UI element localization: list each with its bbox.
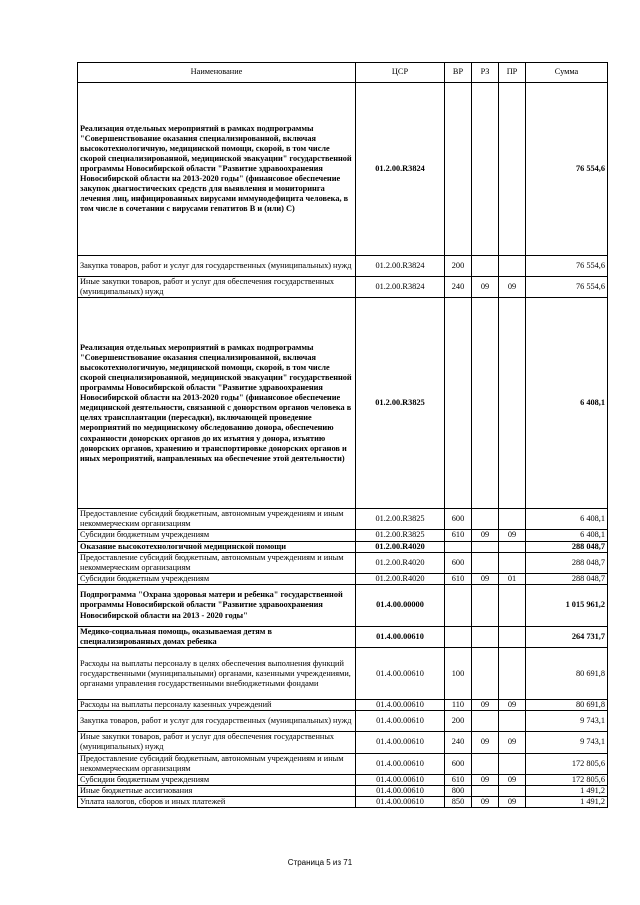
header-sum: Сумма <box>526 63 608 83</box>
row-rz-cell: 09 <box>472 573 499 584</box>
table-body <box>78 83 608 808</box>
row-name-cell: Субсидии бюджетным учреждениям <box>78 530 356 541</box>
row-csr-cell: 01.4.00.00610 <box>356 711 445 732</box>
row-name-cell: Оказание высокотехнологичной медицинской помощи <box>78 541 356 552</box>
header-csr: ЦСР <box>356 63 445 83</box>
row-pr-cell: 09 <box>499 732 526 753</box>
row-csr-cell: 01.4.00.00610 <box>356 648 445 700</box>
table-row <box>78 753 608 774</box>
row-rz-cell: 09 <box>472 732 499 753</box>
table-row <box>78 83 608 256</box>
row-name-cell: Предоставление субсидий бюджетным, автономным учреждениям и иным некоммерческим организациям <box>78 753 356 774</box>
row-name-cell: Иные закупки товаров, работ и услуг для обеспечения государственных (муниципальных) нужд <box>78 732 356 753</box>
row-csr-cell: 01.4.00.00610 <box>356 785 445 796</box>
row-pr-cell <box>499 541 526 552</box>
row-vr-cell: 600 <box>445 753 472 774</box>
row-csr-cell: 01.2.00.R4020 <box>356 573 445 584</box>
row-pr-cell <box>499 626 526 647</box>
row-sum-cell: 264 731,7 <box>526 626 608 647</box>
table-row <box>78 509 608 530</box>
row-csr-cell: 01.2.00.R3825 <box>356 298 445 509</box>
row-rz-cell <box>472 753 499 774</box>
row-name-cell: Уплата налогов, сборов и иных платежей <box>78 796 356 807</box>
row-csr-cell: 01.4.00.00610 <box>356 700 445 711</box>
header-pr: ПР <box>499 63 526 83</box>
row-csr-cell: 01.2.00.R3824 <box>356 83 445 256</box>
row-pr-cell <box>499 509 526 530</box>
row-name-cell: Реализация отдельных мероприятий в рамках подпрограммы "Совершенствование оказания специализированной, включая высокотехнологичную, медицинской помощи, скорой, в том числе скорой специализированной, медицинской эвакуации" государственной программы Новосибирской области "Развитие здравоохранения Новосибирской области на 2013-2020 годы" (финансовое обеспечение медицинской деятельности, связанной с донорством органов человека в целях трансплантации (пересадки), включающей проведение мероприятий по медицинскому обследованию донора, обеспечению сохранности донорских органов до их изъятия у донора, изъятию донорских органов, хранению и транспортировке донорских органов и иных мероприятий, направленных на обеспечение этой деятельности) <box>78 298 356 509</box>
row-vr-cell: 610 <box>445 530 472 541</box>
row-sum-cell: 288 048,7 <box>526 573 608 584</box>
row-name-cell: Субсидии бюджетным учреждениям <box>78 774 356 785</box>
row-csr-cell: 01.2.00.R3824 <box>356 256 445 277</box>
row-pr-cell <box>499 83 526 256</box>
table-row <box>78 277 608 298</box>
table-row <box>78 711 608 732</box>
row-csr-cell: 01.2.00.R3824 <box>356 277 445 298</box>
row-csr-cell: 01.2.00.R3825 <box>356 509 445 530</box>
row-pr-cell <box>499 298 526 509</box>
table-header-row <box>78 63 608 83</box>
header-name: Наименование <box>78 63 356 83</box>
row-rz-cell <box>472 552 499 573</box>
row-sum-cell: 1 491,2 <box>526 785 608 796</box>
row-rz-cell: 09 <box>472 700 499 711</box>
header-vr: ВР <box>445 63 472 83</box>
table-row <box>78 626 608 647</box>
row-vr-cell: 850 <box>445 796 472 807</box>
row-name-cell: Предоставление субсидий бюджетным, автономным учреждениям и иным некоммерческим организациям <box>78 552 356 573</box>
table-row <box>78 796 608 807</box>
row-pr-cell: 09 <box>499 530 526 541</box>
row-name-cell: Закупка товаров, работ и услуг для государственных (муниципальных) нужд <box>78 711 356 732</box>
row-pr-cell: 09 <box>499 774 526 785</box>
row-name-cell: Реализация отдельных мероприятий в рамках подпрограммы "Совершенствование оказания специализированной, включая высокотехнологичную, медицинской помощи, скорой, в том числе скорой специализированной, медицинской эвакуации" государственной программы Новосибирской области "Развитие здравоохранения Новосибирской области на 2013-2020 годы" (финансовое обеспечение закупок диагностических средств для выявления и мониторинга лечения лиц, инфицированных вирусами иммунодефицита человека, в том числе в сочетании с вирусами гепатитов В и (или) С) <box>78 83 356 256</box>
row-vr-cell <box>445 584 472 626</box>
row-rz-cell <box>472 584 499 626</box>
row-vr-cell: 610 <box>445 774 472 785</box>
row-pr-cell <box>499 584 526 626</box>
table-row <box>78 573 608 584</box>
row-rz-cell: 09 <box>472 796 499 807</box>
row-name-cell: Закупка товаров, работ и услуг для государственных (муниципальных) нужд <box>78 256 356 277</box>
row-rz-cell <box>472 711 499 732</box>
row-rz-cell <box>472 83 499 256</box>
row-pr-cell: 09 <box>499 700 526 711</box>
row-sum-cell: 6 408,1 <box>526 509 608 530</box>
table-row <box>78 256 608 277</box>
row-pr-cell <box>499 256 526 277</box>
row-csr-cell: 01.4.00.00610 <box>356 796 445 807</box>
table-row <box>78 774 608 785</box>
row-name-cell: Подпрограмма "Охрана здоровья матери и ребенка" государственной программы Новосибирской области "Развитие здравоохранения Новосибирской области на 2013 - 2020 годы" <box>78 584 356 626</box>
row-sum-cell: 76 554,6 <box>526 256 608 277</box>
row-rz-cell: 09 <box>472 530 499 541</box>
row-rz-cell: 09 <box>472 277 499 298</box>
row-vr-cell: 100 <box>445 648 472 700</box>
row-csr-cell: 01.4.00.00610 <box>356 753 445 774</box>
row-sum-cell: 1 491,2 <box>526 796 608 807</box>
row-pr-cell <box>499 711 526 732</box>
row-csr-cell: 01.2.00.R4020 <box>356 541 445 552</box>
row-csr-cell: 01.2.00.R4020 <box>356 552 445 573</box>
row-sum-cell: 76 554,6 <box>526 83 608 256</box>
row-sum-cell: 80 691,8 <box>526 648 608 700</box>
row-vr-cell: 800 <box>445 785 472 796</box>
table-row <box>78 648 608 700</box>
row-rz-cell <box>472 626 499 647</box>
row-vr-cell: 200 <box>445 256 472 277</box>
row-pr-cell <box>499 648 526 700</box>
row-name-cell: Расходы на выплаты персоналу казенных учреждений <box>78 700 356 711</box>
row-vr-cell: 610 <box>445 573 472 584</box>
row-pr-cell <box>499 552 526 573</box>
row-rz-cell <box>472 256 499 277</box>
row-sum-cell: 76 554,6 <box>526 277 608 298</box>
row-sum-cell: 9 743,1 <box>526 711 608 732</box>
table-row <box>78 298 608 509</box>
table-row <box>78 552 608 573</box>
row-csr-cell: 01.4.00.00610 <box>356 774 445 785</box>
row-sum-cell: 172 805,6 <box>526 774 608 785</box>
row-rz-cell: 09 <box>472 774 499 785</box>
row-rz-cell <box>472 541 499 552</box>
row-rz-cell <box>472 648 499 700</box>
row-sum-cell: 1 015 961,2 <box>526 584 608 626</box>
row-sum-cell: 288 048,7 <box>526 541 608 552</box>
row-sum-cell: 9 743,1 <box>526 732 608 753</box>
row-vr-cell: 240 <box>445 277 472 298</box>
row-pr-cell <box>499 785 526 796</box>
row-csr-cell: 01.4.00.00610 <box>356 626 445 647</box>
row-csr-cell: 01.4.00.00000 <box>356 584 445 626</box>
row-name-cell: Иные бюджетные ассигнования <box>78 785 356 796</box>
row-pr-cell: 01 <box>499 573 526 584</box>
row-vr-cell: 240 <box>445 732 472 753</box>
row-sum-cell: 6 408,1 <box>526 530 608 541</box>
row-vr-cell <box>445 541 472 552</box>
row-rz-cell <box>472 298 499 509</box>
table-row <box>78 700 608 711</box>
row-pr-cell <box>499 753 526 774</box>
table-row <box>78 584 608 626</box>
row-name-cell: Предоставление субсидий бюджетным, автономным учреждениям и иным некоммерческим организациям <box>78 509 356 530</box>
row-sum-cell: 80 691,8 <box>526 700 608 711</box>
row-vr-cell <box>445 626 472 647</box>
row-vr-cell <box>445 298 472 509</box>
table-row <box>78 732 608 753</box>
row-sum-cell: 172 805,6 <box>526 753 608 774</box>
table-row <box>78 541 608 552</box>
row-vr-cell: 110 <box>445 700 472 711</box>
row-rz-cell <box>472 509 499 530</box>
row-vr-cell: 600 <box>445 509 472 530</box>
row-name-cell: Субсидии бюджетным учреждениям <box>78 573 356 584</box>
row-vr-cell: 600 <box>445 552 472 573</box>
row-sum-cell: 6 408,1 <box>526 298 608 509</box>
header-rz: РЗ <box>472 63 499 83</box>
table-row <box>78 785 608 796</box>
row-vr-cell <box>445 83 472 256</box>
table-row <box>78 530 608 541</box>
row-csr-cell: 01.2.00.R3825 <box>356 530 445 541</box>
page-number: Страница 5 из 71 <box>287 858 353 867</box>
row-csr-cell: 01.4.00.00610 <box>356 732 445 753</box>
row-name-cell: Медико-социальная помощь, оказываемая детям в специализированных домах ребенка <box>78 626 356 647</box>
row-name-cell: Иные закупки товаров, работ и услуг для обеспечения государственных (муниципальных) нужд <box>78 277 356 298</box>
budget-table <box>77 62 608 808</box>
row-pr-cell: 09 <box>499 796 526 807</box>
row-pr-cell: 09 <box>499 277 526 298</box>
row-vr-cell: 200 <box>445 711 472 732</box>
row-name-cell: Расходы на выплаты персоналу в целях обеспечения выполнения функций государственными (муниципальными) органами, казенными учреждениями, органами управления государственными внебюджетными фондами <box>78 648 356 700</box>
row-sum-cell: 288 048,7 <box>526 552 608 573</box>
row-rz-cell <box>472 785 499 796</box>
